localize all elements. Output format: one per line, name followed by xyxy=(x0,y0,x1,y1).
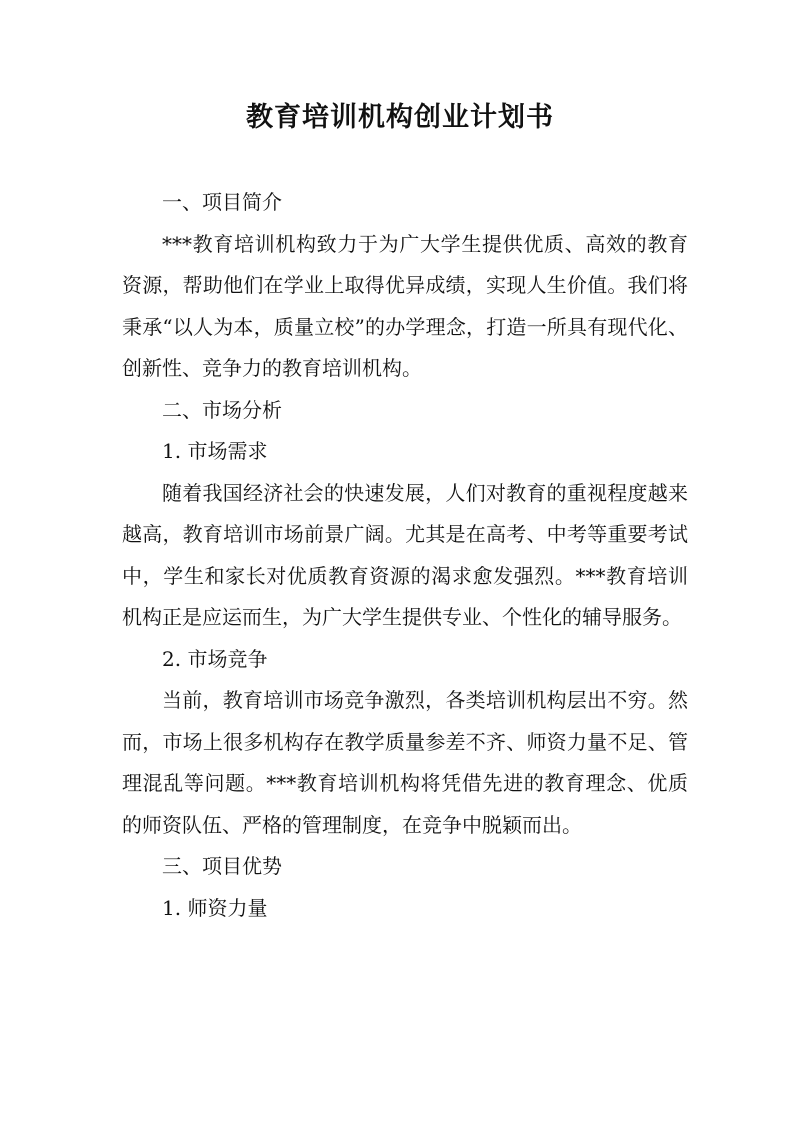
subheading-teaching-staff: 1. 师资力量 xyxy=(162,895,268,920)
paragraph-project-intro: ***教育培训机构致力于为广大学生提供优质、高效的教育资源，帮助他们在学业上取得优异成绩，实现人生价值。我们将秉承“以人为本，质量立校”的办学理念，打造一所具有现代化、创新性、竞争力的教育培训机构。 xyxy=(122,231,688,380)
section-heading-project-advantages: 三、项目优势 xyxy=(162,854,282,878)
section-heading-market-analysis: 二、市场分析 xyxy=(162,397,282,422)
paragraph-market-competition: 当前，教育培训市场竞争激烈，各类培训机构层出不穷。然而，市场上很多机构存在教学质量参差不齐、师资力量不足、管理混乱等问题。***教育培训机构将凭借先进的教育理念、优质的师资队伍、严格的管理制度，在竞争中脱颖而出。 xyxy=(122,688,688,837)
subheading-market-demand: 1. 市场需求 xyxy=(162,439,268,463)
document-body xyxy=(122,182,688,929)
document-title: 教育培训机构创业计划书 xyxy=(246,102,554,133)
section-heading-project-intro: 一、项目简介 xyxy=(162,190,282,214)
subheading-market-competition: 2. 市场竞争 xyxy=(162,646,268,671)
paragraph-market-demand: 随着我国经济社会的快速发展，人们对教育的重视程度越来越高，教育培训市场前景广阔。尤其是在高考、中考等重要考试中，学生和家长对优质教育资源的渴求愈发强烈。***教育培训机构正是应运而生，为广大学生提供专业、个性化的辅导服务。 xyxy=(122,480,688,629)
